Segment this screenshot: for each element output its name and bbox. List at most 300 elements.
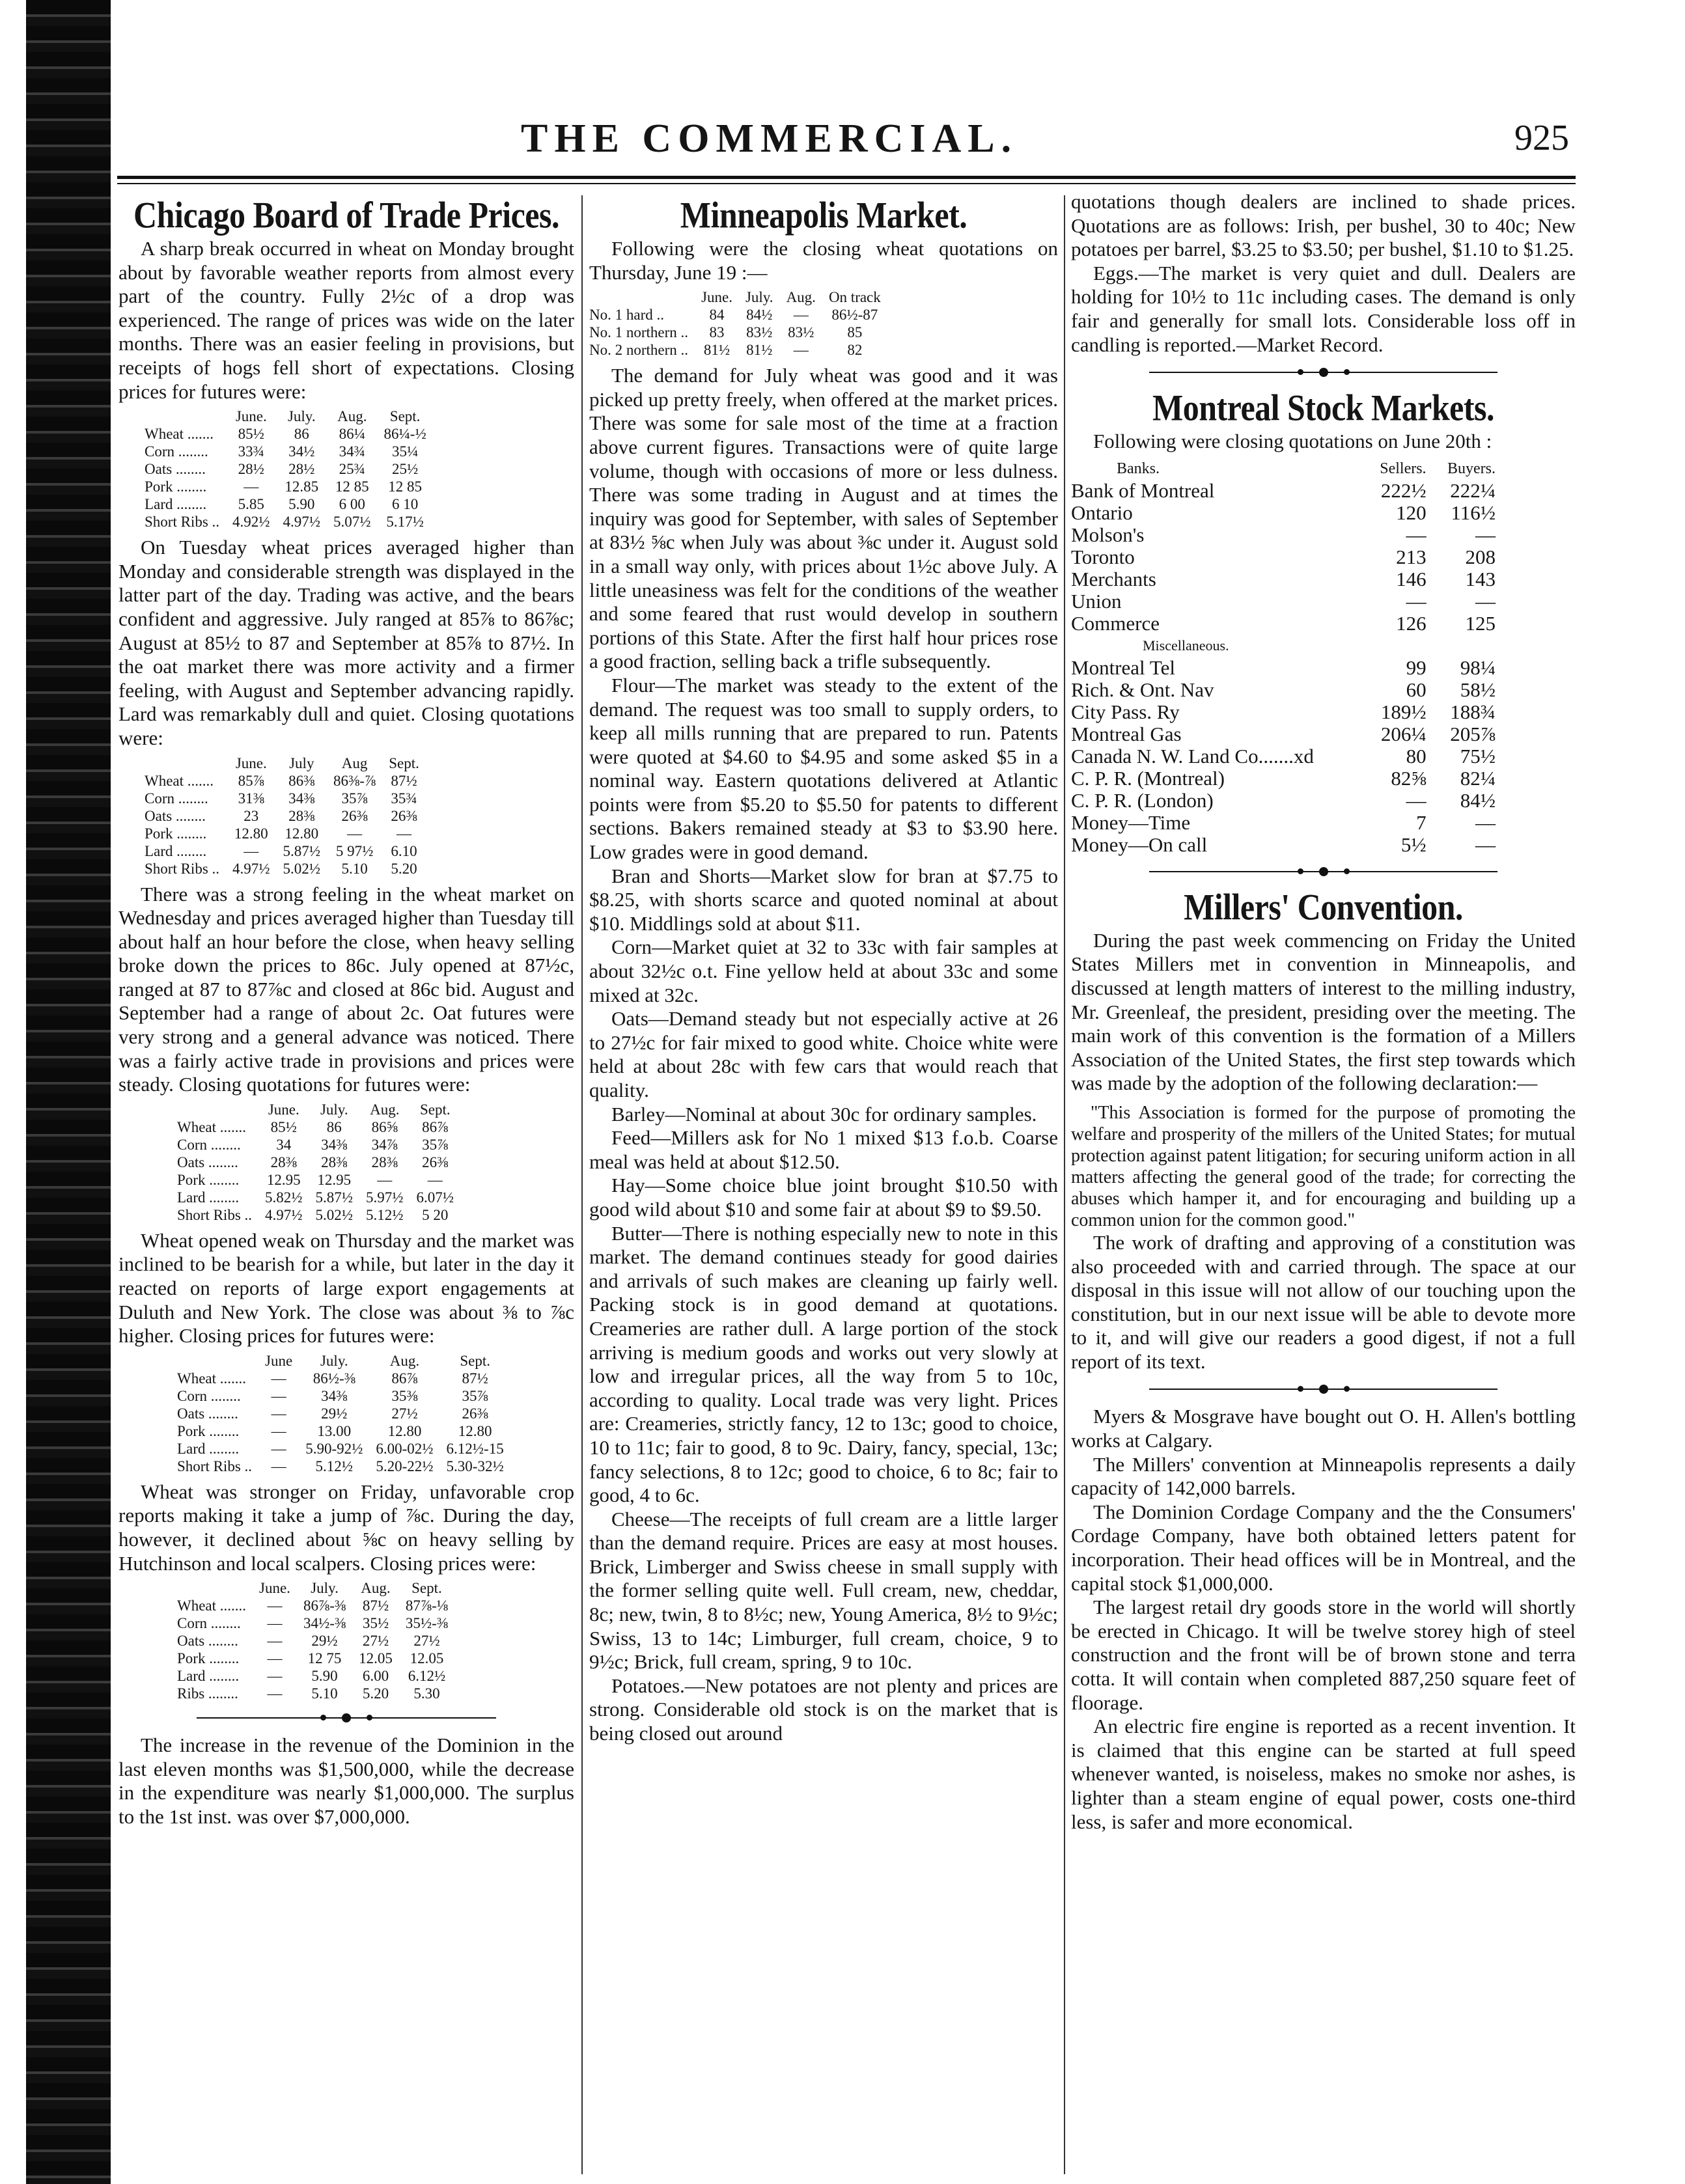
paragraph: The work of drafting and approving of a constitution was also proceeded with and carried through. The space at our disposal in this issue will not allow of our touching upon the constitution, but in our next issue will be able to devote more to it, and will give our readers a good digest, if not a full report of its text. xyxy=(1071,1230,1576,1373)
row-label: Corn ........ xyxy=(177,1136,241,1153)
column-divider xyxy=(581,195,583,2174)
table-header-row xyxy=(145,408,433,425)
row-label: Short Ribs .. xyxy=(145,514,220,531)
table-row xyxy=(177,1685,454,1702)
price-cell: 6 10 xyxy=(391,496,419,513)
stock-name: Montreal Gas xyxy=(1071,722,1182,745)
table-row xyxy=(1071,613,1501,635)
paragraph: There was a strong feeling in the wheat market on Wednesday and prices averaged higher than Tuesday till about half an hour before the close, when heavy selling broke down the prices to 86c. July opened at 87½c, ranged at 87 to 87⅞c and closed at 86c bid. August and September had a range of about 2c. Oat futures were very strong and a general advance was noticed. There was a fairly active trade in provisions and prices were steady. Closing quotations for futures were: xyxy=(118,882,574,1096)
price-cell: 34½ xyxy=(288,443,315,460)
table-row xyxy=(145,790,426,807)
price-cell: — xyxy=(267,1685,283,1702)
row-label: Wheat ....... xyxy=(177,1597,247,1614)
stock-name: Money—On call xyxy=(1071,833,1208,856)
quote-cell: 75½ xyxy=(1460,744,1496,767)
paragraph: The largest retail dry goods store in the world will shortly be erected in Chicago. It will be twelve storey high of steel construction and the front will be of brown stone and terra cotta. It will contain when completed 887,250 square feet of floorage. xyxy=(1071,1596,1576,1714)
stock-name: Merchants xyxy=(1071,567,1156,590)
table-row xyxy=(145,807,426,825)
paragraph: The demand for July wheat was good and it was picked up pretty freely, when offered at the market prices. There was some for sale most of the time at a fraction above current figures. Transactions were of quite large volume, though with occasions of more or less dulness. There was some trading in August and at times the inquiry was good for September, with sales of September at 83½ ⅝c when July was about ⅜c under it. August sold in a small way only, with prices about 1½c above July. A little uneasiness was felt for the conditions of the weather and some feared that rust would develop in southern portions of this State. After the first half hour prices rose a good fraction, selling back a trifle subsequently. xyxy=(589,364,1058,673)
quote-cell: 213 xyxy=(1396,545,1427,568)
paragraph: Feed—Millers ask for No 1 mixed $13 f.o.b. Coarse meal was held at about $12.50. xyxy=(589,1126,1058,1173)
quote-cell: 82¼ xyxy=(1460,766,1496,790)
price-cell: — xyxy=(271,1387,286,1404)
price-cell: 5.20-22½ xyxy=(376,1458,434,1474)
price-cell: 34⅜ xyxy=(321,1136,348,1153)
masthead xyxy=(117,109,1576,181)
column-header: Sept. xyxy=(411,1580,442,1597)
row-label: Corn ........ xyxy=(177,1615,241,1632)
column-header: Aug. xyxy=(786,289,816,306)
price-cell: — xyxy=(267,1668,283,1685)
table-header-row xyxy=(1071,458,1501,480)
price-cell: 5.30 xyxy=(413,1685,440,1702)
table-row xyxy=(1071,701,1501,723)
paragraph: Barley—Nominal at about 30c for ordinary samples. xyxy=(611,1102,1037,1126)
quote-cell: 82⅝ xyxy=(1391,766,1427,790)
table-row xyxy=(177,1370,510,1387)
quote-cell: 205⅞ xyxy=(1450,722,1496,745)
table-row xyxy=(177,1136,460,1154)
price-cell: 83½ xyxy=(788,324,815,341)
section-ornament xyxy=(1071,865,1576,878)
price-cell: 86 xyxy=(326,1118,342,1135)
paragraph: Corn—Market quiet at 32 to 33c with fair samples at about 32½c o.t. Fine yellow held at about 33c and some mixed at 32c. xyxy=(589,935,1058,1006)
price-cell: — xyxy=(793,307,809,324)
column-header: Aug. xyxy=(370,1101,400,1118)
quote-cell: — xyxy=(1475,523,1496,546)
price-cell: 28⅜ xyxy=(371,1154,398,1170)
price-cell: 5.90-92½ xyxy=(305,1440,363,1457)
stock-name: Toronto xyxy=(1071,545,1135,568)
price-cell: 29½ xyxy=(321,1405,348,1422)
price-cell: 12.80 xyxy=(387,1422,422,1439)
price-cell: 86⅜ xyxy=(288,772,315,789)
paragraph: Oats—Demand steady but not especially active at 26 to 27½c for fair mixed to good white. Choice white were held at about 28c with few cars that would reach that quality. xyxy=(589,1007,1058,1101)
quoted-declaration: "This Association is formed for the purpose of promoting the welfare and prosperity of the millers of the United States; for mutual protection against patent litigation; for securing uniform action in all matters affecting the general good of the trade; for correcting the abuses which hamper it, and for encouraging and building up a common union for the common good." xyxy=(1071,1102,1576,1230)
quote-cell: 222¼ xyxy=(1450,478,1496,502)
price-cell: 86⅞-⅜ xyxy=(303,1597,346,1614)
column-header: Sept. xyxy=(419,1101,451,1118)
price-cell: 34⅞ xyxy=(371,1136,398,1153)
quote-cell: — xyxy=(1406,589,1427,613)
row-label: Pork ........ xyxy=(177,1171,240,1188)
paragraph: The Millers' convention at Minneapolis represents a daily capacity of 142,000 barrels. xyxy=(1071,1452,1576,1500)
row-label: No. 2 northern .. xyxy=(589,342,689,359)
column-header: June. xyxy=(235,754,267,771)
publication-title: THE COMMERCIAL. xyxy=(521,117,1018,161)
price-table xyxy=(145,408,433,531)
price-cell: 31⅜ xyxy=(238,790,264,807)
table-row xyxy=(145,460,433,478)
article-heading: Chicago Board of Trade Prices. xyxy=(133,193,559,236)
paragraph: Eggs.—The market is very quiet and dull. Dealers are holding for 10½ to 11c including cases. The demand is only fair and generally for small lots. Considerable loss off in candling is reported.—Market Record. xyxy=(1071,261,1576,356)
row-label: Short Ribs .. xyxy=(177,1458,253,1474)
stock-name: Union xyxy=(1071,589,1122,613)
table-row xyxy=(1071,502,1501,524)
price-cell: 35¼ xyxy=(391,443,419,460)
table-row xyxy=(1071,723,1501,745)
table-subheader-row xyxy=(1071,635,1501,657)
price-table xyxy=(177,1352,510,1475)
price-cell: 85½ xyxy=(238,426,264,443)
row-label: Oats ........ xyxy=(177,1405,238,1422)
price-cell: — xyxy=(244,842,259,859)
column-header: July. xyxy=(320,1101,348,1118)
price-cell: 26⅜ xyxy=(391,807,417,824)
table-row xyxy=(1071,590,1501,613)
price-cell: 28⅜ xyxy=(288,807,315,824)
price-cell: 85 xyxy=(847,324,863,341)
stock-name: Commerce xyxy=(1071,611,1160,635)
price-cell: 5.90 xyxy=(311,1668,338,1685)
price-cell: 12.95 xyxy=(266,1171,301,1188)
column-header: June. xyxy=(701,289,732,306)
table-row xyxy=(1071,524,1501,546)
price-cell: 23 xyxy=(244,807,259,824)
row-label: No. 1 hard .. xyxy=(589,307,664,324)
quote-cell: 99 xyxy=(1406,656,1427,679)
price-cell: — xyxy=(267,1597,283,1614)
table-header-row xyxy=(177,1579,454,1597)
price-cell: 25½ xyxy=(391,461,419,478)
table-row xyxy=(1071,546,1501,568)
price-cell: 6.12½ xyxy=(408,1668,446,1685)
table-row xyxy=(177,1171,460,1189)
row-label: Lard ........ xyxy=(177,1440,240,1457)
column-header: Buyers. xyxy=(1447,460,1496,477)
price-cell: 4.97½ xyxy=(265,1206,303,1223)
page-margin xyxy=(0,0,26,2184)
column-header: July. xyxy=(311,1580,339,1597)
row-label: Ribs ........ xyxy=(177,1685,238,1702)
price-cell: — xyxy=(377,1171,393,1188)
price-cell: 5.17½ xyxy=(386,514,424,531)
price-cell: 34⅜ xyxy=(288,790,315,807)
price-cell: — xyxy=(267,1633,283,1650)
price-cell: 5.12½ xyxy=(366,1206,404,1223)
quote-cell: 80 xyxy=(1406,744,1427,767)
table-header-row xyxy=(177,1101,460,1118)
table-row xyxy=(177,1118,460,1136)
quote-cell: 208 xyxy=(1465,545,1496,568)
table-row xyxy=(1071,657,1501,679)
stock-name: Bank of Montreal xyxy=(1071,478,1215,502)
paragraph: Potatoes.—New potatoes are not plenty and prices are strong. Considerable old stock is on the market that is being closed out around xyxy=(589,1674,1058,1745)
table-row xyxy=(177,1405,510,1422)
price-cell: 5.10 xyxy=(341,860,368,877)
price-cell: 5.87½ xyxy=(315,1189,354,1206)
price-cell: 86⅞ xyxy=(391,1370,418,1387)
price-cell: 86½-⅜ xyxy=(313,1370,355,1387)
quote-cell: — xyxy=(1475,810,1496,834)
column-header: Aug. xyxy=(389,1352,420,1369)
price-cell: 5 20 xyxy=(422,1206,449,1223)
table-header-row xyxy=(589,288,887,306)
table-row xyxy=(589,306,887,324)
quote-cell: — xyxy=(1475,833,1496,856)
table-row xyxy=(589,341,887,359)
table-row xyxy=(1071,568,1501,590)
table-row xyxy=(1071,745,1501,767)
quote-cell: 84½ xyxy=(1460,788,1496,812)
article-heading: Montreal Stock Markets. xyxy=(1152,386,1494,429)
table-row xyxy=(145,825,426,842)
price-cell: 5.10 xyxy=(311,1685,338,1702)
price-cell: — xyxy=(793,342,809,359)
row-label: Oats ........ xyxy=(145,461,206,478)
quote-cell: 126 xyxy=(1396,611,1427,635)
table-header-row xyxy=(177,1352,510,1370)
price-cell: 35½ xyxy=(362,1615,389,1632)
price-cell: 12.80 xyxy=(458,1422,492,1439)
price-cell: 12.80 xyxy=(234,825,268,842)
quote-cell: 60 xyxy=(1406,678,1427,701)
column-2 xyxy=(589,190,1058,1746)
stock-name: C. P. R. (London) xyxy=(1071,788,1214,812)
paragraph: On Tuesday wheat prices averaged higher than Monday and considerable strength was displayed in the latter part of the day. Trading was active, and the bears confident and aggressive. July ranged at 85⅞ to 86⅞c; August at 85½ to 87 and September at 85⅞ to 87½. In the oat market there was more activity and a firmer feeling, with August and September advancing rapidly. Lard was remarkably dull and quiet. Closing quotations were: xyxy=(118,536,574,749)
column-header: June xyxy=(265,1352,293,1369)
column-header: Aug. xyxy=(361,1580,391,1597)
quote-cell: 188¾ xyxy=(1450,700,1496,723)
table-row xyxy=(145,860,426,878)
row-label: Corn ........ xyxy=(145,443,208,460)
price-cell: 86¼ xyxy=(339,426,365,443)
column-header xyxy=(145,754,226,772)
quote-cell: 120 xyxy=(1396,501,1427,524)
price-cell: 86½-87 xyxy=(831,307,878,324)
price-cell: — xyxy=(271,1405,286,1422)
price-cell: 85⅞ xyxy=(238,772,264,789)
price-cell: 12 85 xyxy=(335,478,369,495)
quote-cell: 116½ xyxy=(1451,501,1496,524)
row-label: Pork ........ xyxy=(145,478,207,495)
table-row xyxy=(1071,790,1501,812)
column-header: Aug xyxy=(341,754,368,771)
price-cell: 5 97½ xyxy=(335,842,374,859)
table-row xyxy=(145,495,433,513)
paragraph: Cheese—The receipts of full cream are a little larger than the demand require. Prices are easy at most houses. Brick, Limberger and Swiss cheese in small supply with the former selling quite well. Full cream, new, cheddar, 8c; new, twin, 8 to 8½c; new, Young America, 8½ to 9½c; Swiss, 13 to 14c; Limburger, full cream, choice, 9 to 9½c; Brick, full cream, spring, 9 to 10c. xyxy=(589,1507,1058,1674)
price-cell: 34⅜ xyxy=(321,1387,348,1404)
price-cell: 34½-⅜ xyxy=(303,1615,346,1632)
price-cell: 28½ xyxy=(288,461,315,478)
price-cell: — xyxy=(271,1440,286,1457)
price-cell: 5.20 xyxy=(391,860,417,877)
price-cell: 5.82½ xyxy=(265,1189,303,1206)
price-cell: 87½ xyxy=(462,1370,488,1387)
column-header: On track xyxy=(828,289,881,306)
column-header: July. xyxy=(320,1352,348,1369)
quote-cell: — xyxy=(1406,523,1427,546)
table-row xyxy=(177,1387,510,1405)
price-cell: 5.87½ xyxy=(283,842,321,859)
price-cell: 86⅜-⅞ xyxy=(333,772,376,789)
price-cell: 5.97½ xyxy=(366,1189,404,1206)
paragraph: The Dominion Cordage Company and the the Consumers' Cordage Company, have both obtained letters patent for incorporation. Their head offices will be in Montreal, and the capital stock $1,000,000. xyxy=(1071,1500,1576,1595)
stock-name: City Pass. Ry xyxy=(1071,700,1180,723)
table-row xyxy=(177,1597,454,1614)
table-row xyxy=(177,1422,510,1440)
paragraph: A sharp break occurred in wheat on Monday brought about by favorable weather reports from almost every part of the country. Fully 2½c of a drop was experienced. The range of prices was wide on the later months. There was an easier feeling in provisions, but receipts of hogs fell short of expectations. Closing prices for futures were: xyxy=(118,237,574,403)
price-cell: 5.20 xyxy=(362,1685,389,1702)
price-cell: 4.92½ xyxy=(232,514,270,531)
stock-name: Canada N. W. Land Co.......xd xyxy=(1071,744,1314,767)
price-cell: 28½ xyxy=(238,461,264,478)
subheader-label: Miscellaneous. xyxy=(1143,637,1229,654)
page-number: 925 xyxy=(1514,118,1569,158)
price-cell: 86¼-½ xyxy=(383,426,426,443)
price-table xyxy=(145,754,426,878)
table-row xyxy=(177,1667,454,1685)
paragraph: An electric fire engine is reported as a recent invention. It is claimed that this engine can be started at full speed whenever wanted, is noiseless, makes no smoke nor ashes, is lighter than a steam engine of equal power, costs one-third less, is safer and more economical. xyxy=(1071,1715,1576,1833)
column-3 xyxy=(1071,190,1576,1834)
price-cell: 5.07½ xyxy=(333,514,371,531)
price-table xyxy=(177,1579,454,1702)
price-cell: 4.97½ xyxy=(232,860,270,877)
paragraph: Wheat was stronger on Friday, unfavorable crop reports making it take a jump of ⅞c. During the day, however, it declined about ⅝c on heavy selling by Hutchinson and local scalpers. Closing prices were: xyxy=(118,1480,574,1575)
price-cell: 13.00 xyxy=(317,1422,352,1439)
article-heading: Minneapolis Market. xyxy=(680,193,968,236)
row-label: Short Ribs .. xyxy=(177,1206,253,1223)
quote-cell: 58½ xyxy=(1460,678,1496,701)
paragraph: During the past week commencing on Friday the United States Millers met in convention in Minneapolis, and discussed at length matters of interest to the milling industry, Mr. Greenleaf, the president, presiding over the meeting. The main work of this convention is the formation of a Millers Association of the United States, the first step towards which was made by the adoption of the following declaration:— xyxy=(1071,928,1576,1095)
quote-cell: 206¼ xyxy=(1380,722,1427,745)
paragraph: Flour—The market was steady to the extent of the demand. The request was too small to supply orders, to keep all mills running that are prepared to run. Patents were quoted at $4.60 to $4.95 and some asked $5 in a nominal way. Eastern quotations delivered at Atlantic points were from $5.20 to $5.50 for patents to different sections. Bakers remained steady at $3 to $3.90 here. Low grades were in good demand. xyxy=(589,673,1058,864)
row-label: Pork ........ xyxy=(177,1650,240,1667)
table-row xyxy=(177,1440,510,1458)
price-cell: 6.10 xyxy=(391,842,417,859)
stock-name: Molson's xyxy=(1071,523,1145,546)
price-cell: — xyxy=(267,1650,283,1667)
table-row xyxy=(177,1189,460,1206)
column-header: July. xyxy=(745,289,773,306)
paragraph: Myers & Mosgrave have bought out O. H. Allen's bottling works at Calgary. xyxy=(1071,1405,1576,1452)
row-label: Oats ........ xyxy=(145,807,206,824)
price-cell: 82 xyxy=(847,342,863,359)
price-cell: 12.85 xyxy=(285,478,319,495)
row-label: Wheat ....... xyxy=(177,1118,247,1135)
price-cell: 5.02½ xyxy=(315,1206,354,1223)
price-cell: 35⅜ xyxy=(391,1387,418,1404)
price-cell: 25¾ xyxy=(339,461,365,478)
table-row xyxy=(145,513,433,531)
column-header: Sept. xyxy=(460,1352,490,1369)
table-row xyxy=(177,1458,510,1475)
quote-cell: 125 xyxy=(1465,611,1496,635)
table-row xyxy=(145,772,426,790)
price-cell: — xyxy=(271,1458,286,1474)
column-header: June. xyxy=(259,1580,290,1597)
stock-name: Rich. & Ont. Nav xyxy=(1071,678,1214,701)
price-cell: 6.00-02½ xyxy=(376,1440,434,1457)
price-cell: 83½ xyxy=(746,324,773,341)
table-header-row xyxy=(145,754,426,772)
price-cell: 12 75 xyxy=(307,1650,342,1667)
row-label: Wheat ....... xyxy=(145,426,214,443)
price-cell: 35⅞ xyxy=(422,1136,449,1153)
price-cell: 29½ xyxy=(311,1633,338,1650)
row-label: Oats ........ xyxy=(177,1154,238,1170)
table-row xyxy=(177,1206,460,1224)
column-header: June. xyxy=(235,408,267,425)
row-label: Lard ........ xyxy=(177,1668,240,1685)
row-label: Corn ........ xyxy=(177,1387,241,1404)
price-cell: — xyxy=(267,1615,283,1632)
table-row xyxy=(177,1154,460,1171)
price-cell: 84½ xyxy=(746,307,773,324)
price-cell: 83 xyxy=(709,324,725,341)
price-cell: 27½ xyxy=(391,1405,418,1422)
price-table xyxy=(589,288,887,359)
price-cell: 81½ xyxy=(703,342,731,359)
stock-table xyxy=(1071,458,1501,856)
table-row xyxy=(1071,812,1501,834)
table-row xyxy=(1071,834,1501,856)
price-cell: 34¾ xyxy=(339,443,365,460)
price-cell: 86⅝ xyxy=(371,1118,398,1135)
table-row xyxy=(177,1650,454,1667)
price-cell: 12.80 xyxy=(285,825,319,842)
price-cell: 12.05 xyxy=(359,1650,393,1667)
price-cell: 87½ xyxy=(362,1597,389,1614)
column-header xyxy=(177,1352,258,1370)
row-label: No. 1 northern .. xyxy=(589,324,689,341)
column-header: July xyxy=(289,754,314,771)
price-cell: 86⅞ xyxy=(422,1118,449,1135)
column-header: June. xyxy=(268,1101,299,1118)
quote-cell: 98¼ xyxy=(1460,656,1496,679)
row-label: Pork ........ xyxy=(177,1422,240,1439)
paragraph: Bran and Shorts—Market slow for bran at $7.75 to $8.25, with shorts scarce and quoted nominal at about $10. Middlings sold at about $11. xyxy=(589,864,1058,935)
section-ornament xyxy=(118,1711,574,1724)
price-cell: 27½ xyxy=(362,1633,389,1650)
price-cell: — xyxy=(244,478,259,495)
price-cell: 35¾ xyxy=(391,790,417,807)
masthead-rule xyxy=(117,176,1576,179)
row-label: Wheat ....... xyxy=(145,772,214,789)
book-spine-shadow xyxy=(26,0,111,2184)
price-table xyxy=(177,1101,460,1224)
quote-cell: — xyxy=(1406,788,1427,812)
stock-name: C. P. R. (Montreal) xyxy=(1071,766,1225,790)
table-row xyxy=(177,1614,454,1632)
table-row xyxy=(1071,480,1501,502)
price-cell: — xyxy=(347,825,363,842)
price-cell: 87⅞-⅛ xyxy=(405,1597,449,1614)
quote-cell: 143 xyxy=(1465,567,1496,590)
column-header xyxy=(589,288,695,306)
row-label: Wheat ....... xyxy=(177,1370,247,1387)
price-cell: 26⅜ xyxy=(462,1405,488,1422)
paragraph: Following were closing quotations on June 20th : xyxy=(1093,430,1492,453)
price-cell: 84 xyxy=(709,307,725,324)
row-label: Pork ........ xyxy=(145,825,207,842)
row-label: Lard ........ xyxy=(177,1189,240,1206)
price-cell: 35½-⅜ xyxy=(405,1615,449,1632)
paragraph: Butter—There is nothing especially new to note in this market. The demand continues steady for good dairies and arrivals of such makes are cleaning up fairly well. Packing stock is in good demand at quotations. Creameries are rather dull. A large portion of the stock arriving is medium goods and works out very slowly at low and irregular prices, all the way from 5 to 10c, according to quality. Local trade was very light. Prices are: Creameries, strictly fancy, 12 to 13c; good to choice, 10 to 11c; fair to good, 8 to 9c. Dairy, fancy, special, 13c; fancy selections, 8 to 12c; good to choice, 6 to 8c; fair to good, 4 to 6c. xyxy=(589,1221,1058,1507)
price-cell: 87½ xyxy=(391,772,417,789)
table-row xyxy=(145,443,433,460)
column-header: Aug. xyxy=(337,408,367,425)
masthead-rule-thin xyxy=(117,183,1576,184)
price-cell: 35⅞ xyxy=(341,790,368,807)
paragraph: Wheat opened weak on Thursday and the market was inclined to be bearish for a while, but later in the day it reacted on reports of large export engagements at Duluth and New York. The close was about ⅜ to ⅞c higher. Closing prices for futures were: xyxy=(118,1228,574,1348)
price-cell: — xyxy=(271,1422,286,1439)
table-row xyxy=(145,478,433,495)
row-label: Lard ........ xyxy=(145,496,207,513)
table-row xyxy=(1071,767,1501,790)
price-cell: 6.07½ xyxy=(416,1189,454,1206)
section-ornament xyxy=(1071,1383,1576,1396)
